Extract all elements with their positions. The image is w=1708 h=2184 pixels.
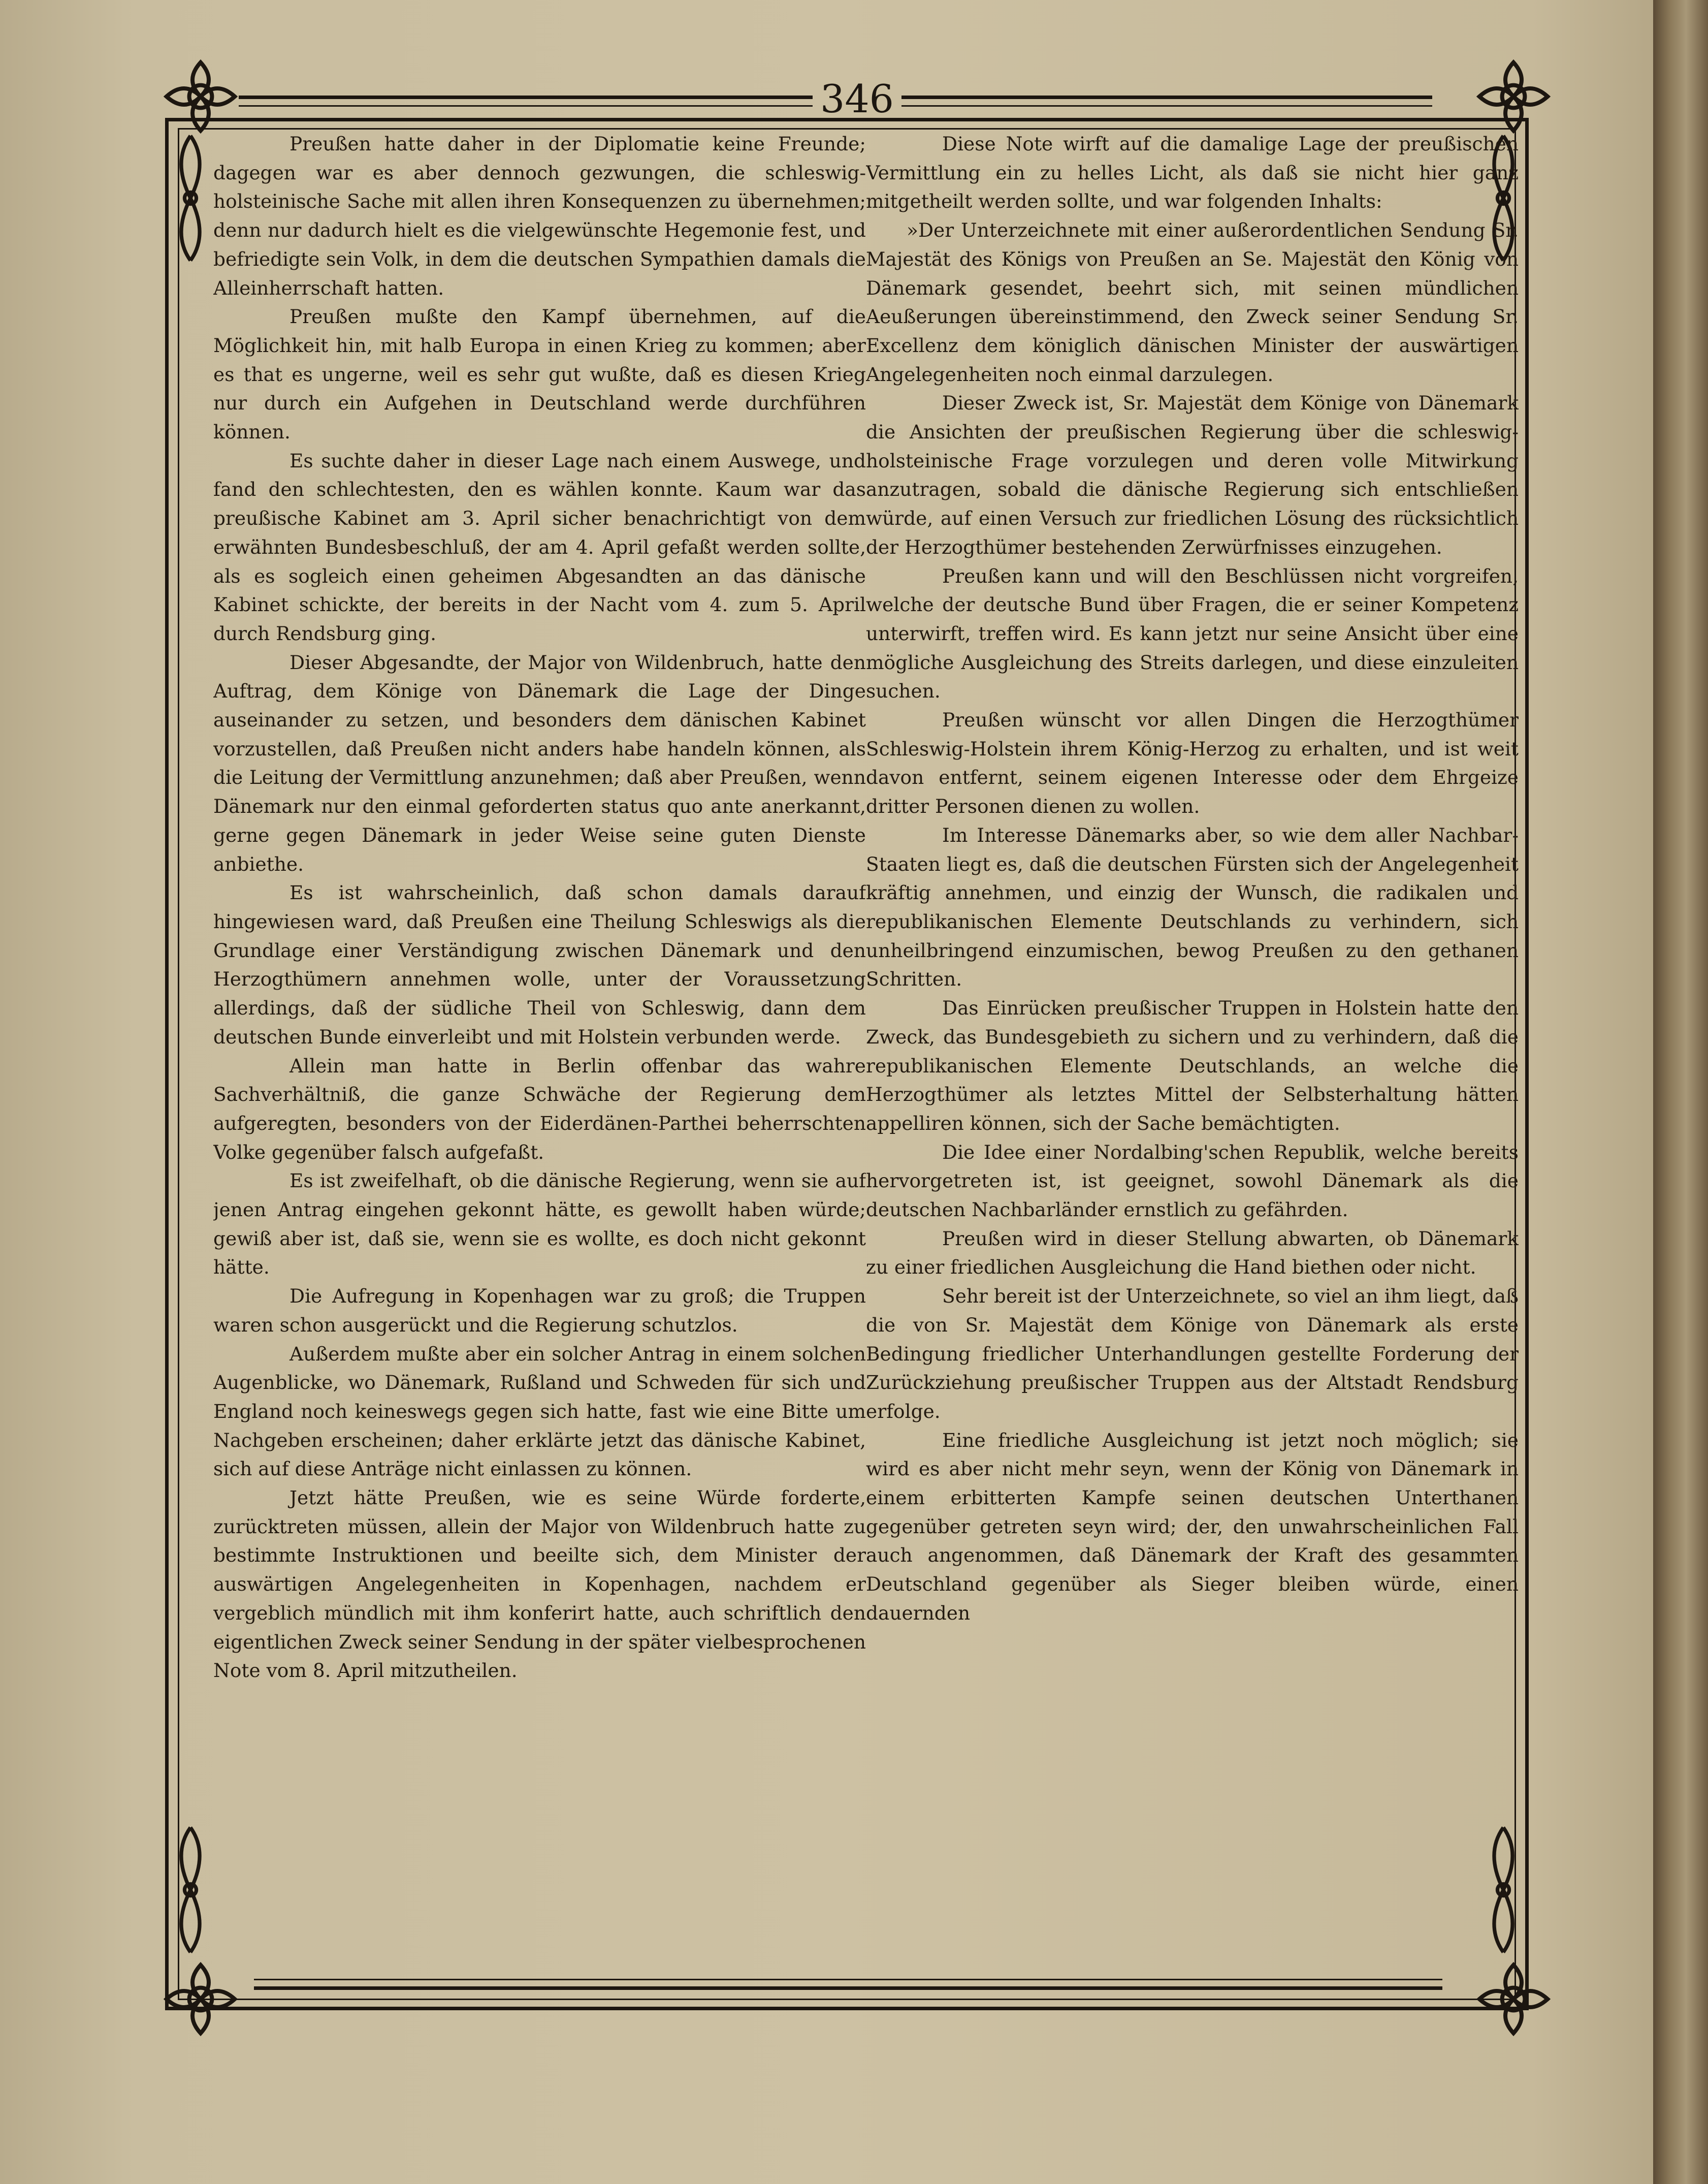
corner-ornament-icon [1473, 1958, 1554, 2040]
paragraph: Dieser Zweck ist, Sr. Majestät dem Könige von Dänemark die Ansichten der preußischen Regierung über die schleswig-holsteinische Frage vorzulegen und deren volle Mitwirkung anzutragen, sobald die dänische Regierung sich entschließen würde, auf einen Versuch zur friedlichen Lösung des rücksichtlich der Herzogthümer bestehenden Zerwürfnisses einzugehen. [866, 392, 1519, 558]
header-rule-left [239, 96, 813, 107]
scroll-ornament-icon [168, 1824, 213, 1956]
note-opening: »Der Unterzeichnete mit einer außerordentlichen Sendung Sr. Majestät des Königs von Preußen an Se. Majestät den König von Dänemark gesendet, beehrt sich, mit seinen mündlichen Aeußerungen übereinstimmend, den Zweck seiner Sendung Sr. Excellenz dem königlich dänischen Minister der auswärtigen Angelegenheiten noch einmal darzulegen. [866, 219, 1519, 386]
corner-ornament-icon [160, 56, 241, 137]
corner-ornament-icon [1473, 56, 1554, 137]
paragraph: Es suchte daher in dieser Lage nach einem Auswege, und fand den schlechtesten, den es wählen konnte. Kaum war das preußische Kabinet am 3. April sicher benachrichtigt von dem erwähnten Bundesbeschluß, der am 4. April gefaßt werden sollte, als es sogleich einen geheimen Abgesandten an das dänische Kabinet schickte, der bereits in der Nacht vom 4. zum 5. April durch Rendsburg ging. [213, 449, 866, 645]
paragraph: Im Interesse Dänemarks aber, so wie dem aller Nachbar-Staaten liegt es, daß die deutschen Fürsten sich der Angelegenheit kräftig annehmen, und einzig der Wunsch, die radikalen und republikanischen Elemente Deutschlands zu verhindern, sich unheilbringend einzumischen, bewog Preußen zu den gethanen Schritten. [866, 824, 1519, 991]
paragraph: Preußen hatte daher in der Diplomatie keine Freunde; dagegen war es aber dennoch gezwungen, die schleswig-holsteinische Sache mit allen ihren Konsequenzen zu übernehmen; denn nur dadurch hielt es die vielgewünschte Hegemonie fest, und befriedigte sein Volk, in dem die deutschen Sympathien damals die Alleinherrschaft hatten. [213, 133, 866, 299]
paragraph: Diese Note wirft auf die damalige Lage der preußischen Vermittlung ein zu helles Licht, als daß sie nicht hier ganz mitgetheilt werden sollte, und war folgenden Inhalts: [866, 133, 1519, 213]
footer-rule [254, 1979, 1442, 1990]
paragraph: Preußen kann und will den Beschlüssen nicht vorgreifen, welche der deutsche Bund über Fragen, die er seiner Kompetenz unterwirft, treffen wird. Es kann jetzt nur seine Ansicht über eine mögliche Ausgleichung des Streits darlegen, und diese einzuleiten suchen. [866, 564, 1519, 703]
paragraph: Es ist wahrscheinlich, daß schon damals darauf hingewiesen ward, daß Preußen eine Theilung Schleswigs als die Grundlage einer Verständigung zwischen Dänemark und den Herzogthümern annehmen wolle, unter der Voraussetzung allerdings, daß der südliche Theil von Schleswig, dann dem deutschen Bunde einverleibt und mit Holstein verbunden werde. [213, 881, 866, 1048]
page-number: 346 [820, 76, 894, 121]
left-text-column [213, 130, 866, 1941]
paragraph: Preußen wünscht vor allen Dingen die Herzogthümer Schleswig-Holstein ihrem König-Herzog zu erhalten, und ist weit davon entfernt, seinem eigenen Interesse oder dem Ehrgeize dritter Personen dienen zu wollen. [866, 709, 1519, 818]
paragraph: Eine friedliche Ausgleichung ist jetzt noch möglich; sie wird es aber nicht mehr seyn, wenn der König von Dänemark in einem erbitterten Kampfe seinen deutschen Unterthanen gegenüber getreten seyn wird; der, den unwahrscheinlichen Fall auch angenommen, daß Dänemark der Kraft des gesammten Deutschland gegenüber als Sieger bleiben würde, einen dauernden [866, 1429, 1519, 1624]
paragraph: Es ist zweifelhaft, ob die dänische Regierung, wenn sie auf jenen Antrag eingehen gekonnt hätte, es gewollt haben würde; gewiß aber ist, daß sie, wenn sie es wollte, es doch nicht gekonnt hätte. [213, 1169, 866, 1279]
paragraph: Außerdem mußte aber ein solcher Antrag in einem solchen Augenblicke, wo Dänemark, Rußland und Schweden für sich und England noch keineswegs gegen sich hatte, fast wie eine Bitte um Nachgeben erscheinen; daher erklärte jetzt das dänische Kabinet, sich auf diese Anträge nicht einlassen zu können. [213, 1342, 866, 1480]
book-gutter [1653, 0, 1708, 2184]
paragraph: Sehr bereit ist der Unterzeichnete, so viel an ihm liegt, daß die von Sr. Majestät dem Könige von Dänemark als erste Bedingung friedlicher Unterhandlungen gestellte Forderung der Zurückziehung preußischer Truppen aus der Altstadt Rendsburg erfolge. [866, 1285, 1519, 1422]
paragraph: Das Einrücken preußischer Truppen in Holstein hatte den Zweck, das Bundesgebieth zu sichern und zu verhindern, daß die republikanischen Elemente Deutschlands, an welche die Herzogthümer als letztes Mittel der Selbsterhaltung hätten appelliren können, sich der Sache bemächtigten. [866, 997, 1519, 1134]
paragraph: Preußen wird in dieser Stellung abwarten, ob Dänemark zu einer friedlichen Ausgleichung die Hand biethen oder nicht. [866, 1227, 1519, 1279]
paragraph: Allein man hatte in Berlin offenbar das wahre Sachverhältniß, die ganze Schwäche der Regierung dem aufgeregten, besonders von der Eiderdänen-Parthei beherrschten Volke gegenüber falsch aufgefaßt. [213, 1054, 866, 1163]
paragraph: Die Aufregung in Kopenhagen war zu groß; die Truppen waren schon ausgerückt und die Regierung schutzlos. [213, 1285, 866, 1336]
paragraph: Dieser Abgesandte, der Major von Wildenbruch, hatte den Auftrag, dem Könige von Dänemark die Lage der Dinge auseinander zu setzen, und besonders dem dänischen Kabinet vorzustellen, daß Preußen nicht anders habe handeln können, als die Leitung der Vermittlung anzunehmen; daß aber Preußen, wenn Dänemark nur den einmal geforderten status quo ante anerkannt, gerne gegen Dänemark in jeder Weise seine guten Dienste anbiethe. [213, 651, 866, 875]
paragraph: Jetzt hätte Preußen, wie es seine Würde forderte, zurücktreten müssen, allein der Major von Wildenbruch hatte zu bestimmte Instruktionen und beeilte sich, dem Minister der auswärtigen Angelegenheiten in Kopenhagen, nachdem er vergeblich mündlich mit ihm konferirt hatte, auch schriftlich den eigentlichen Zweck seiner Sendung in der später vielbesprochenen Note vom 8. April mitzutheilen. [213, 1486, 866, 1682]
header-rule-right [901, 96, 1432, 107]
paragraph: Preußen mußte den Kampf übernehmen, auf die Möglichkeit hin, mit halb Europa in einen Krieg zu kommen; aber es that es ungerne, weil es sehr gut wußte, daß es diesen Krieg nur durch ein Aufgehen in Deutschland werde durchführen können. [213, 305, 866, 444]
right-text-column [866, 130, 1519, 1941]
paragraph: Die Idee einer Nordalbing'schen Republik, welche bereits hervorgetreten ist, ist geeignet, sowohl Dänemark als die deutschen Nachbarländer ernstlich zu gefährden. [866, 1141, 1519, 1221]
corner-ornament-icon [160, 1958, 241, 2040]
scroll-ornament-icon [168, 132, 213, 264]
